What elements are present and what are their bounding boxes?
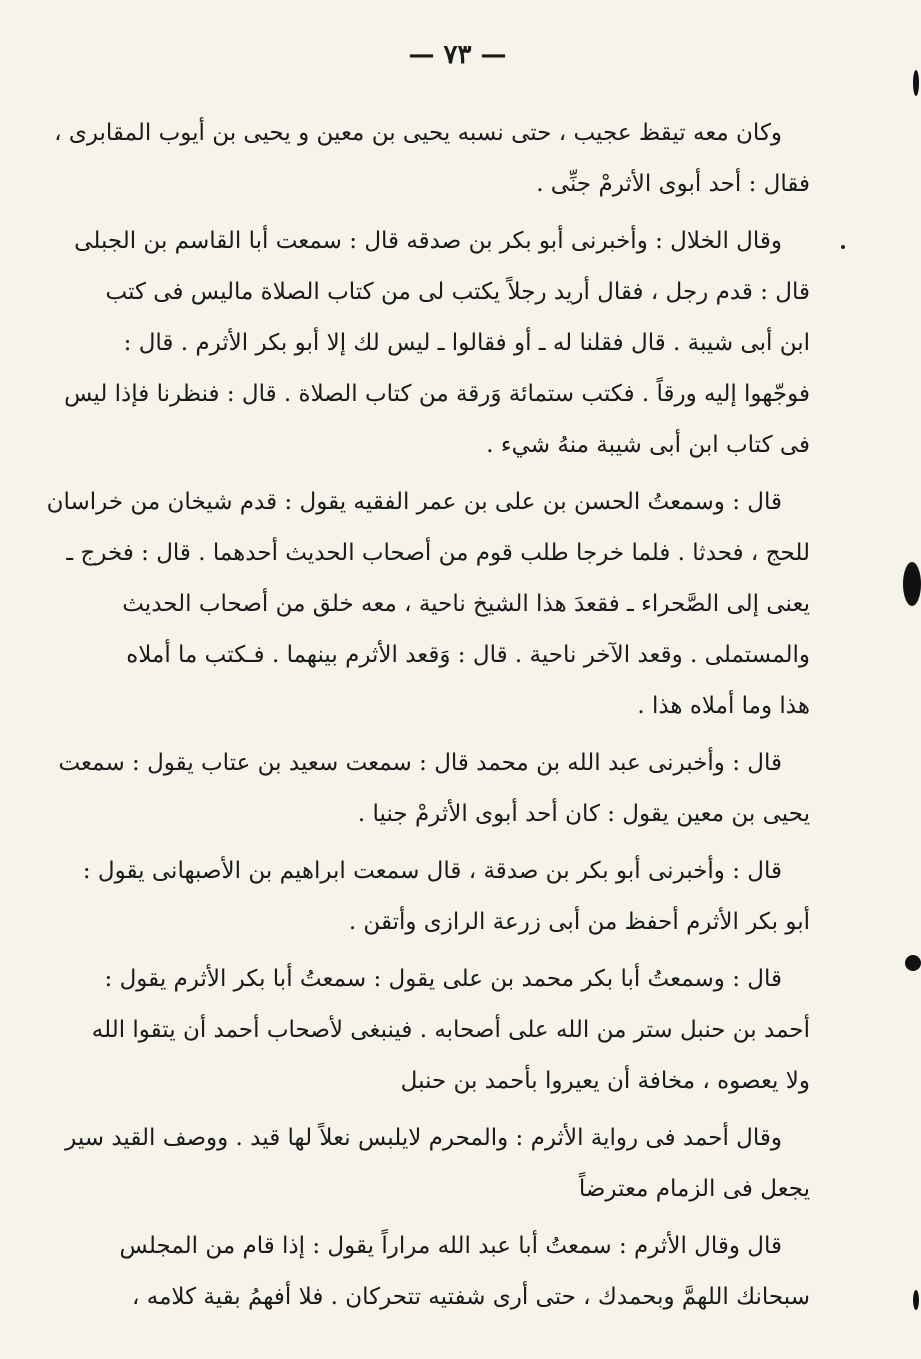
text-line: قال : وأخبرنى عبد الله بن محمد قال : سمعت سعيد بن عتاب يقول : سمعت [58, 750, 782, 776]
text-line: هذا وما أملاه هذا . [637, 693, 810, 719]
paragraph [58, 738, 810, 840]
paragraph [119, 1221, 810, 1323]
paragraph [91, 954, 810, 1107]
text-line: وقال الخلال : وأخبرنى أبو بكر بن صدقه قال : سمعت أبا القاسم بن الجبلى [74, 228, 782, 254]
text-line: للحج ، فحدثا . فلما خرجا طلب قوم من أصحاب الحديث أحدهما . قال : فخرج ـ [66, 540, 810, 566]
text-line: قال : وسمعتُ الحسن بن على بن عمر الفقيه يقول : قدم شيخان من خراسان [46, 489, 782, 515]
text-line: فى كتاب ابن أبى شيبة منهُ شيء . [486, 432, 810, 458]
text-line: ولا يعصوه ، مخافة أن يعيروا بأحمد بن حنبل [400, 1068, 810, 1094]
text-line: يجعل فى الزمام معترضاً [578, 1176, 810, 1202]
text-line: أبو بكر الأثرم أحفظ من أبى زرعة الرازى وأتقن . [348, 909, 810, 935]
binding-mark [913, 1290, 919, 1310]
ink-speck [841, 245, 845, 249]
binding-mark [903, 562, 921, 606]
text-line: يحيى بن معين يقول : كان أحد أبوى الأثرمْ جنيا . [357, 801, 810, 827]
text-line: وقال أحمد فى رواية الأثرم : والمحرم لايلبس نعلاً لها قيد . ووصف القيد سير [65, 1125, 782, 1151]
text-line: سبحانك اللهمَّ وبحمدك ، حتى أرى شفتيه تتحركان . فلا أفهمُ بقية كلامه ، [132, 1284, 810, 1310]
text-line: ابن أبى شيبة . قال فقلنا له ـ أو فقالوا ـ ليس لك إلا أبو بكر الأثرم . قال : [123, 330, 810, 356]
binding-mark [913, 70, 919, 96]
text-line: قال : وأخبرنى أبو بكر بن صدقة ، قال سمعت ابراهيم بن الأصبهانى يقول : [82, 858, 782, 884]
text-line: فقال : أحد أبوى الأثرمْ جنِّى . [536, 171, 810, 197]
text-line: أحمد بن حنبل ستر من الله على أصحابه . فينبغى لأصحاب أحمد أن يتقوا الله [91, 1017, 810, 1043]
binding-mark [905, 955, 921, 971]
page-number: — ٧٣ — [408, 40, 507, 70]
text-line: قال : قدم رجل ، فقال أريد رجلاً يكتب لى من كتاب الصلاة ماليس فى كتب [105, 279, 810, 305]
paragraph [46, 477, 810, 732]
text-line: والمستملى . وقعد الآخر ناحية . قال : وَقعد الأثرم بينهما . فـكتب ما أملاه [126, 642, 810, 668]
text-line: قال وقال الأثرم : سمعتُ أبا عبد الله مراراً يقول : إذا قام من المجلس [119, 1233, 782, 1259]
text-line: فوجّهوا إليه ورقاً . فكتب ستمائة وَرقة من كتاب الصلاة . قال : فنظرنا فإذا ليس [64, 381, 810, 407]
text-line: قال : وسمعتُ أبا بكر محمد بن على يقول : سمعتُ أبا بكر الأثرم يقول : [104, 966, 782, 992]
paragraph [64, 216, 810, 471]
paragraph [54, 108, 810, 210]
text-line: يعنى إلى الصَّحراء ـ فقعدَ هذا الشيخ ناحية ، معه خلق من أصحاب الحديث [122, 591, 810, 617]
paragraph [65, 1113, 810, 1215]
page-text [46, 108, 810, 1323]
text-line: وكان معه تيقظ عجيب ، حتى نسبه يحيى بن معين و يحيى بن أيوب المقابرى ، [54, 120, 782, 146]
paragraph [82, 846, 810, 948]
